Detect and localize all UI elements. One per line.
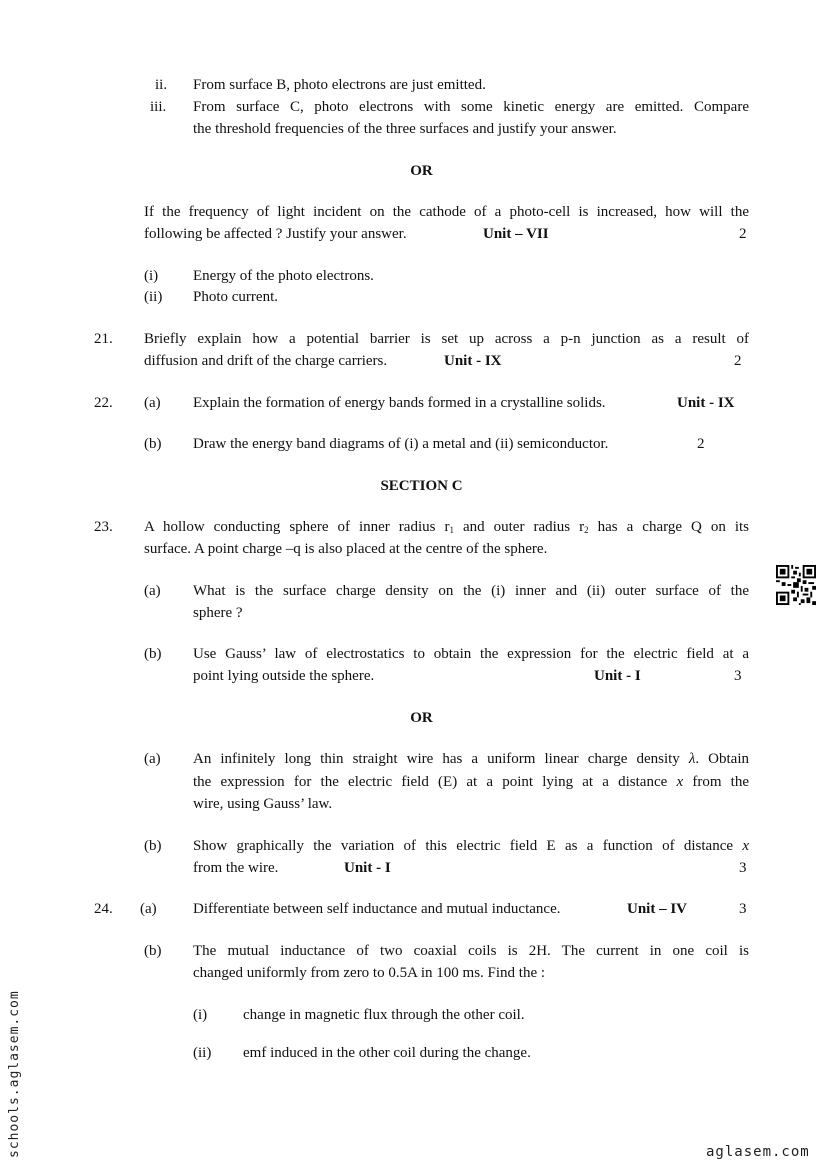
q24-b-i-text: change in magnetic flux through the other coil.: [243, 1007, 525, 1023]
q20-or-line2: following be affected ? Justify your answer.: [144, 226, 407, 242]
q23-or-a-line2: the expression for the electric field (E) at a point lying at a distance x from the: [193, 774, 749, 790]
q20-or-ii-number: (ii): [144, 289, 163, 305]
q24-a-marks: 3: [739, 901, 747, 917]
q23-or-b-label: (b): [144, 838, 162, 854]
or-divider-2: OR: [410, 710, 433, 726]
q23-b-line1: Use Gauss’ law of electrostatics to obtain the expression for the electric field at a: [193, 646, 749, 662]
q23-line2: surface. A point charge –q is also placed at the centre of the sphere.: [144, 541, 548, 557]
q20-or-i-number: (i): [144, 268, 159, 284]
qr-code-icon: [776, 565, 816, 605]
q23-line1: A hollow conducting sphere of inner radius $r_1$ and outer radius $r_2$ has a charge Q on its: [144, 519, 749, 535]
q23-or-a-line1: An infinitely long thin straight wire has a uniform linear charge density λ. Obtain: [193, 751, 749, 767]
q20-or-unit: Unit – VII: [483, 226, 549, 242]
q21-unit: Unit - IX: [444, 353, 502, 369]
side-watermark: schools.aglasem.com: [7, 990, 22, 1158]
q23-unit: Unit - I: [594, 668, 641, 684]
q23-number: 23.: [94, 519, 113, 535]
q23-marks: 3: [734, 668, 742, 684]
q21-marks: 2: [734, 353, 742, 369]
q20-iii-line2: the threshold frequencies of the three surfaces and justify your answer.: [193, 121, 617, 137]
q20-ii-number: ii.: [155, 77, 168, 93]
q24-b-ii-label: (ii): [193, 1045, 212, 1061]
q23-or-b-line2: from the wire.: [193, 860, 279, 876]
q20-or-ii-text: Photo current.: [193, 289, 278, 305]
q22-b-label: (b): [144, 436, 162, 452]
q22-a-unit: Unit - IX: [677, 395, 735, 411]
q22-a-text: Explain the formation of energy bands formed in a crystalline solids.: [193, 395, 606, 411]
q23-b-line2: point lying outside the sphere.: [193, 668, 375, 684]
q22-marks: 2: [697, 436, 705, 452]
q22-b-text: Draw the energy band diagrams of (i) a metal and (ii) semiconductor.: [193, 436, 609, 452]
bottom-watermark: aglasem.com: [706, 1144, 810, 1160]
q24-b-i-label: (i): [193, 1007, 208, 1023]
q21-number: 21.: [94, 331, 113, 347]
q20-iii-number: iii.: [150, 99, 167, 115]
q24-b-line1: The mutual inductance of two coaxial coils is 2H. The current in one coil is: [193, 943, 749, 959]
or-divider-1: OR: [410, 163, 433, 179]
q23-a-label: (a): [144, 583, 161, 599]
q24-b-line2: changed uniformly from zero to 0.5A in 100 ms. Find the :: [193, 965, 546, 981]
q24-b-label: (b): [144, 943, 162, 959]
q24-b-ii-text: emf induced in the other coil during the change.: [243, 1045, 531, 1061]
q20-or-line1: If the frequency of light incident on the cathode of a photo-cell is increased, how will the: [144, 204, 749, 220]
q23-a-line1: What is the surface charge density on the (i) inner and (ii) outer surface of the: [193, 583, 749, 599]
q24-a-text: Differentiate between self inductance and mutual inductance.: [193, 901, 561, 917]
q21-line2: diffusion and drift of the charge carriers.: [144, 353, 388, 369]
section-c-heading: SECTION C: [380, 478, 463, 494]
q20-or-i-text: Energy of the photo electrons.: [193, 268, 374, 284]
q23-or-a-line3: wire, using Gauss’ law.: [193, 796, 333, 812]
q20-ii-text: From surface B, photo electrons are just emitted.: [193, 77, 486, 93]
q24-number: 24.: [94, 901, 113, 917]
q23-or-marks: 3: [739, 860, 747, 876]
q22-number: 22.: [94, 395, 113, 411]
q23-b-label: (b): [144, 646, 162, 662]
q21-line1: Briefly explain how a potential barrier is set up across a p-n junction as a result of: [144, 331, 749, 347]
q23-a-line2: sphere ?: [193, 605, 243, 621]
q24-a-unit: Unit – IV: [627, 901, 688, 917]
q23-or-b-line1: Show graphically the variation of this electric field E as a function of distance x: [193, 838, 749, 854]
q23-or-unit: Unit - I: [344, 860, 391, 876]
q22-a-label: (a): [144, 395, 161, 411]
q24-a-label: (a): [140, 901, 157, 917]
q23-or-a-label: (a): [144, 751, 161, 767]
q20-iii-line1: From surface C, photo electrons with some kinetic energy are emitted. Compare: [193, 99, 749, 115]
q20-or-marks: 2: [739, 226, 747, 242]
